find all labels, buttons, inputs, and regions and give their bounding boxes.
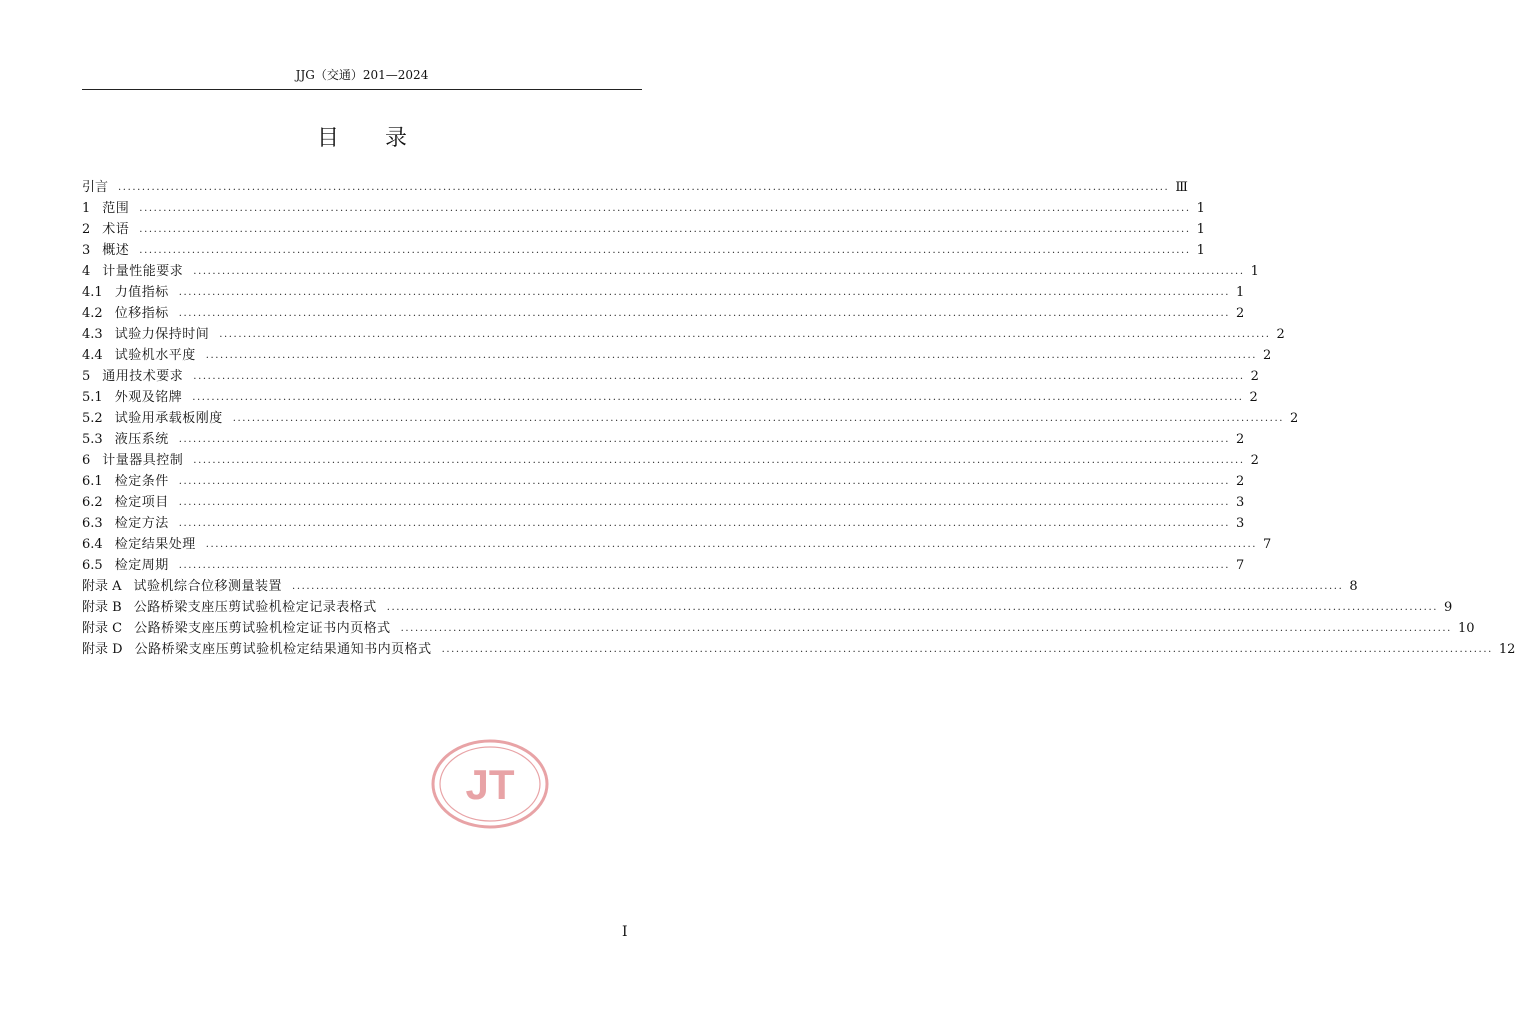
toc-entry-title: 试验用承载板刚度: [114, 411, 223, 426]
toc-entry-title: 范围: [102, 201, 130, 216]
toc-entry-title: 概述: [102, 243, 130, 258]
toc-entry-number: 引言: [82, 180, 109, 195]
toc-entry-page-number: 2: [1249, 390, 1258, 405]
header-divider: [82, 89, 642, 90]
toc-entry-title: 液压系统: [114, 432, 169, 447]
toc-entry[interactable]: [82, 345, 1272, 366]
toc-entry[interactable]: [82, 261, 1259, 282]
toc-entry-number: 2: [82, 222, 91, 237]
toc-dot-leader: ............................................................................................................................................................................................................................: [192, 392, 1244, 403]
toc-entry-number: 附录 D: [82, 642, 123, 657]
toc-dot-leader: ............................................................................................................................................................................................................................: [193, 371, 1245, 382]
jt-logo-watermark: [430, 738, 550, 830]
toc-entry[interactable]: [82, 429, 1245, 450]
toc-dot-leader: ............................................................................................................................................................................................................................: [205, 350, 1258, 361]
toc-entry-number: 6.1: [82, 474, 103, 489]
toc-entry-page-number: 2: [1276, 327, 1285, 342]
toc-entry-title: 外观及铭牌: [114, 390, 183, 405]
toc-dot-leader: ............................................................................................................................................................................................................................: [193, 266, 1245, 277]
toc-entry-number: 6: [82, 453, 91, 468]
toc-entry-number: 4.2: [82, 306, 103, 321]
toc-dot-leader: ............................................................................................................................................................................................................................: [178, 308, 1231, 319]
toc-entry-title: 试验机水平度: [114, 348, 196, 363]
toc-entry-page-number: 8: [1349, 579, 1358, 594]
toc-entry[interactable]: [82, 177, 1188, 198]
toc-entry-number: 附录 C: [82, 621, 123, 636]
toc-entry-title: 检定周期: [114, 558, 169, 573]
toc-entry[interactable]: [82, 303, 1245, 324]
toc-dot-leader: ............................................................................................................................................................................................................................: [232, 413, 1285, 424]
toc-dot-leader: ............................................................................................................................................................................................................................: [178, 434, 1231, 445]
toc-entry[interactable]: [82, 639, 1515, 660]
toc-entry-page-number: 1: [1196, 222, 1205, 237]
toc-entry-page-number: 1: [1196, 243, 1205, 258]
toc-entry-number: 4: [82, 264, 91, 279]
toc-dot-leader: ............................................................................................................................................................................................................................: [441, 644, 1493, 655]
toc-entry-number: 5: [82, 369, 91, 384]
toc-entry[interactable]: [82, 240, 1205, 261]
toc-entry-page-number: Ⅲ: [1175, 180, 1188, 195]
toc-dot-leader: ............................................................................................................................................................................................................................: [139, 245, 1191, 256]
toc-entry-page-number: 7: [1236, 558, 1245, 573]
toc-dot-leader: ............................................................................................................................................................................................................................: [193, 455, 1245, 466]
toc-entry-page-number: 10: [1457, 621, 1475, 636]
toc-dot-leader: ............................................................................................................................................................................................................................: [118, 182, 1170, 193]
toc-entry-page-number: 9: [1444, 600, 1453, 615]
toc-entry-title: 通用技术要求: [102, 369, 184, 384]
toc-entry[interactable]: [82, 597, 1453, 618]
toc-entry[interactable]: [82, 513, 1245, 534]
toc-entry-number: 4.4: [82, 348, 103, 363]
toc-entry-number: 6.3: [82, 516, 103, 531]
toc-entry-title: 试验力保持时间: [114, 327, 210, 342]
toc-entry-number: 3: [82, 243, 91, 258]
toc-entry-title: 公路桥梁支座压剪试验机检定结果通知书内页格式: [134, 642, 432, 657]
toc-dot-leader: ............................................................................................................................................................................................................................: [139, 224, 1191, 235]
toc-entry[interactable]: [82, 471, 1245, 492]
toc-dot-leader: ............................................................................................................................................................................................................................: [178, 560, 1231, 571]
toc-entry[interactable]: [82, 408, 1299, 429]
toc-dot-leader: ............................................................................................................................................................................................................................: [178, 476, 1231, 487]
toc-entry-title: 计量性能要求: [102, 264, 184, 279]
toc-entry[interactable]: [82, 324, 1285, 345]
toc-entry-number: 4.3: [82, 327, 103, 342]
table-of-contents: [82, 177, 1515, 660]
toc-entry-number: 1: [82, 201, 91, 216]
toc-entry-number: 6.2: [82, 495, 103, 510]
toc-entry-title: 位移指标: [114, 306, 169, 321]
toc-dot-leader: ............................................................................................................................................................................................................................: [400, 623, 1452, 634]
toc-entry[interactable]: [82, 198, 1205, 219]
toc-entry-page-number: 1: [1196, 201, 1205, 216]
svg-text:JT: JT: [465, 761, 515, 808]
toc-entry-title: 计量器具控制: [102, 453, 184, 468]
toc-entry-number: 5.3: [82, 432, 103, 447]
toc-entry-page-number: 2: [1236, 306, 1245, 321]
toc-dot-leader: ............................................................................................................................................................................................................................: [139, 203, 1191, 214]
toc-dot-leader: ............................................................................................................................................................................................................................: [178, 518, 1231, 529]
toc-entry-number: 6.5: [82, 558, 103, 573]
toc-entry-page-number: 2: [1250, 453, 1259, 468]
toc-entry[interactable]: [82, 387, 1258, 408]
toc-entry-title: 术语: [102, 222, 130, 237]
toc-entry-title: 检定项目: [114, 495, 169, 510]
toc-entry-page-number: 2: [1250, 369, 1259, 384]
toc-entry-page-number: 7: [1263, 537, 1272, 552]
toc-dot-leader: ............................................................................................................................................................................................................................: [178, 287, 1231, 298]
toc-entry[interactable]: [82, 219, 1205, 240]
toc-entry-title: 力值指标: [114, 285, 169, 300]
toc-entry-number: 附录 B: [82, 600, 122, 615]
toc-entry-title: 检定条件: [114, 474, 169, 489]
toc-entry-title: 公路桥梁支座压剪试验机检定记录表格式: [133, 600, 377, 615]
toc-entry[interactable]: [82, 492, 1245, 513]
toc-entry[interactable]: [82, 282, 1245, 303]
toc-entry-title: 试验机综合位移测量装置: [133, 579, 283, 594]
toc-entry-number: 5.2: [82, 411, 103, 426]
toc-entry-page-number: 2: [1290, 411, 1299, 426]
document-header-code: JJG（交通）201—2024: [295, 68, 429, 82]
toc-dot-leader: ............................................................................................................................................................................................................................: [205, 539, 1258, 550]
toc-entry[interactable]: [82, 534, 1272, 555]
toc-entry[interactable]: [82, 366, 1259, 387]
toc-entry[interactable]: [82, 450, 1259, 471]
toc-entry-page-number: 2: [1236, 474, 1245, 489]
toc-entry-number: 5.1: [82, 390, 103, 405]
toc-dot-leader: ............................................................................................................................................................................................................................: [386, 602, 1439, 613]
toc-entry-page-number: 12: [1498, 642, 1515, 657]
toc-entry-page-number: 3: [1236, 516, 1245, 531]
toc-entry[interactable]: [82, 555, 1245, 576]
toc-entry-number: 4.1: [82, 285, 103, 300]
toc-entry[interactable]: [82, 576, 1358, 597]
toc-entry[interactable]: [82, 618, 1475, 639]
page-number: I: [622, 924, 628, 940]
page-title: 目录: [316, 126, 453, 151]
toc-dot-leader: ............................................................................................................................................................................................................................: [178, 497, 1231, 508]
toc-entry-page-number: 3: [1236, 495, 1245, 510]
toc-entry-page-number: 1: [1250, 264, 1259, 279]
toc-dot-leader: ............................................................................................................................................................................................................................: [292, 581, 1344, 592]
toc-entry-number: 附录 A: [82, 579, 122, 594]
toc-entry-number: 6.4: [82, 537, 103, 552]
toc-entry-title: 检定结果处理: [114, 537, 196, 552]
toc-entry-title: 检定方法: [114, 516, 169, 531]
toc-entry-page-number: 2: [1236, 432, 1245, 447]
toc-entry-page-number: 1: [1236, 285, 1245, 300]
toc-dot-leader: ............................................................................................................................................................................................................................: [219, 329, 1271, 340]
toc-entry-title: 公路桥梁支座压剪试验机检定证书内页格式: [134, 621, 391, 636]
toc-entry-page-number: 2: [1263, 348, 1272, 363]
